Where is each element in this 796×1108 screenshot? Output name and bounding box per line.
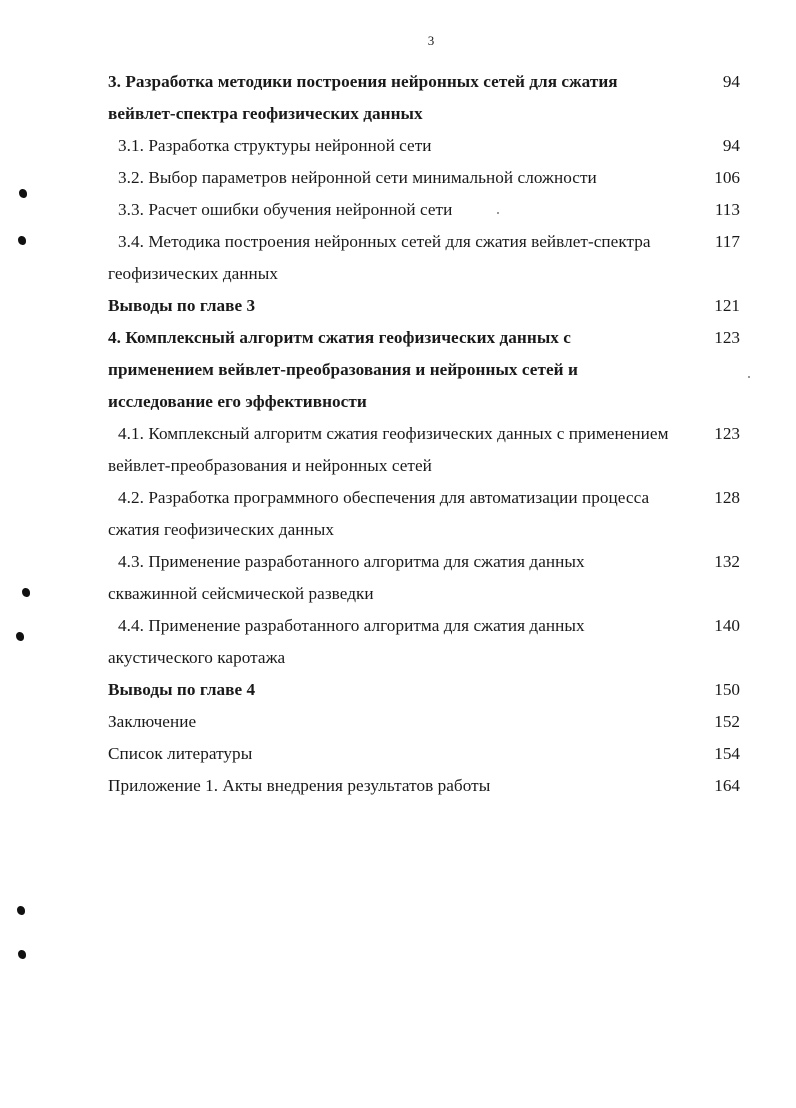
toc-entry-chapter-3 bbox=[108, 66, 740, 130]
toc-entry-title: 3. Разработка методики построения нейронных сетей для сжатия вейвлет-спектра геофизических данных bbox=[108, 72, 618, 123]
toc-entry-3-4 bbox=[108, 226, 740, 290]
toc-entry-title: 4.3. Применение разработанного алгоритма для сжатия данных скважинной сейсмической разведки bbox=[108, 552, 585, 603]
toc-entry-title: Выводы по главе 4 bbox=[108, 680, 256, 699]
scan-speck bbox=[497, 212, 499, 214]
toc-entry-4-1 bbox=[108, 418, 740, 482]
scan-speck bbox=[748, 376, 750, 378]
toc-entry-page: 113 bbox=[714, 200, 740, 219]
toc-entry-title: 4. Комплексный алгоритм сжатия геофизических данных с применением вейвлет-преобразования и нейронных сетей и исследование его эффективности bbox=[108, 328, 578, 411]
toc-entry-title: 3.1. Разработка структуры нейронной сети bbox=[118, 136, 432, 155]
toc-entry-title: 4.4. Применение разработанного алгоритма для сжатия данных акустического каротажа bbox=[108, 616, 585, 667]
toc-entry-title: Список литературы bbox=[108, 744, 253, 763]
toc-entry-page: 164 bbox=[714, 776, 740, 795]
toc-entry-page: 150 bbox=[714, 680, 740, 699]
toc-entry-conclusion bbox=[108, 706, 740, 738]
scan-mark bbox=[19, 189, 27, 198]
toc-entry-title: 3.3. Расчет ошибки обучения нейронной сети bbox=[118, 200, 453, 219]
toc-entry-title: 4.1. Комплексный алгоритм сжатия геофизических данных с применением вейвлет-преобразования и нейронных сетей bbox=[108, 424, 669, 475]
toc-entry-appendix-1 bbox=[108, 770, 740, 802]
toc-entry-3-1 bbox=[108, 130, 740, 162]
toc-entry-page: 154 bbox=[714, 744, 740, 763]
toc-entry-4-4 bbox=[108, 610, 740, 674]
toc-entry-title: 3.2. Выбор параметров нейронной сети минимальной сложности bbox=[118, 168, 597, 187]
toc-entry-page: 140 bbox=[714, 616, 740, 635]
toc-entry-chapter-4 bbox=[108, 322, 740, 418]
scan-mark bbox=[18, 236, 26, 245]
toc-entry-title: 3.4. Методика построения нейронных сетей для сжатия вейвлет-спектра геофизических данных bbox=[108, 232, 651, 283]
scan-mark bbox=[16, 632, 24, 641]
toc-entry-conclusions-3 bbox=[108, 290, 740, 322]
scan-mark bbox=[18, 950, 26, 959]
toc-entry-page: 132 bbox=[714, 552, 740, 571]
toc-entry-title: Выводы по главе 3 bbox=[108, 296, 256, 315]
toc-entry-3-2 bbox=[108, 162, 740, 194]
toc-entry-page: 128 bbox=[714, 488, 740, 507]
toc-entry-conclusions-4 bbox=[108, 674, 740, 706]
toc-entry-4-2 bbox=[108, 482, 740, 546]
toc-entry-page: 121 bbox=[714, 296, 740, 315]
toc-entry-page: 152 bbox=[714, 712, 740, 731]
table-of-contents bbox=[108, 66, 740, 802]
toc-entry-page: 94 bbox=[722, 136, 740, 155]
toc-entry-page: 106 bbox=[714, 168, 740, 187]
scan-mark bbox=[22, 588, 30, 597]
toc-entry-title: 4.2. Разработка программного обеспечения для автоматизации процесса сжатия геофизических данных bbox=[108, 488, 650, 539]
toc-entry-4-3 bbox=[108, 546, 740, 610]
scan-mark bbox=[17, 906, 25, 915]
toc-entry-page: 123 bbox=[714, 424, 740, 443]
toc-entry-title: Приложение 1. Акты внедрения результатов работы bbox=[108, 776, 491, 795]
toc-entry-page: 123 bbox=[714, 328, 740, 347]
toc-entry-references bbox=[108, 738, 740, 770]
toc-entry-3-3 bbox=[108, 194, 740, 226]
toc-entry-page: 94 bbox=[722, 72, 740, 91]
toc-entry-page: 117 bbox=[714, 232, 740, 251]
toc-entry-title: Заключение bbox=[108, 712, 197, 731]
page-number: 3 bbox=[427, 33, 435, 48]
